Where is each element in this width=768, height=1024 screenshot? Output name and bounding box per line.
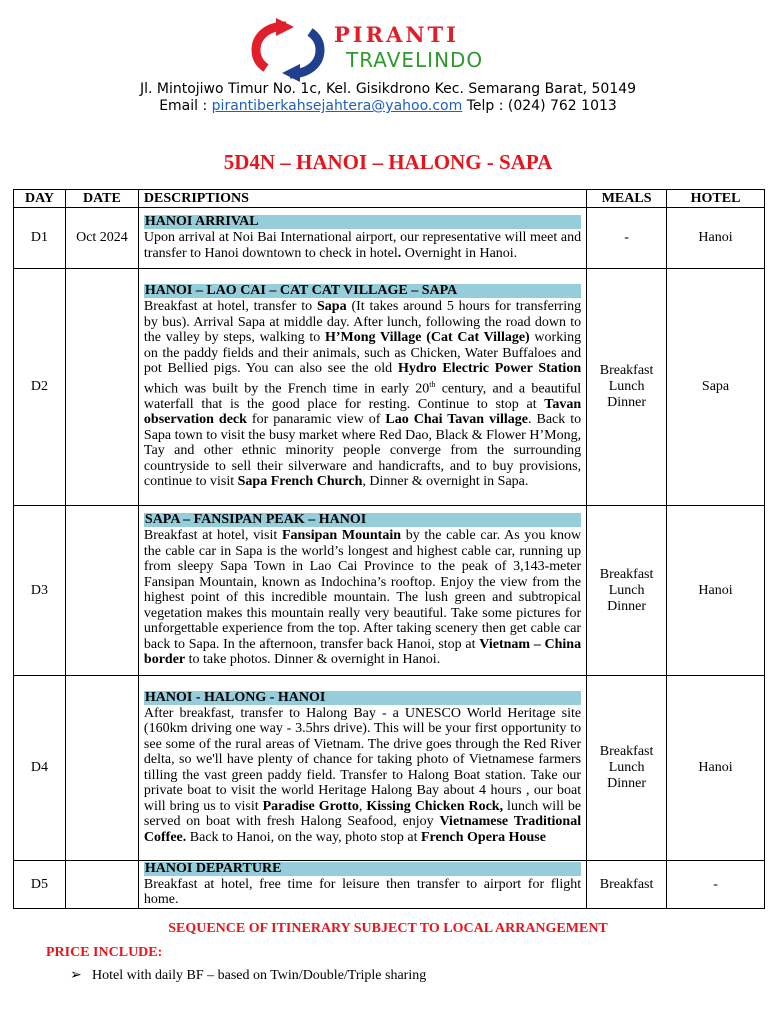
hotel-cell: Sapa bbox=[667, 269, 765, 506]
brand-subtitle: TRAVELINDO bbox=[346, 48, 484, 72]
hotel-cell: Hanoi bbox=[667, 208, 765, 269]
description-cell: SAPA – FANSIPAN PEAK – HANOI Breakfast at hotel, visit Fansipan Mountain by the cable car. As you know the cable car in Sapa is the world’s longest and highest cable car, running up from sleepy Sapa Town in Lao Cai Province to the peak of 3,143-meter Fansipan Mountain, known as Indochina’s rooftop. Enjoy the view from the highest point of this incredible mountain. The lush green and subtropical vegetation makes this mountain really very beautiful. Take some pictures for unforgettable experience from the top. After taking scenery then get cable car back to Sapa. In the afternoon, transfer back Hanoi, stop at Vietnam – China border to take photos. Dinner & overnight in Hanoi. bbox=[138, 506, 586, 676]
email-label: Email : bbox=[159, 98, 212, 114]
meal-dinner: Dinner bbox=[607, 395, 647, 410]
day-heading: SAPA – FANSIPAN PEAK – HANOI bbox=[144, 513, 581, 527]
arrows-logo-icon bbox=[246, 18, 330, 82]
description-cell: HANOI DEPARTURE Breakfast at hotel, free time for leisure then transfer to airport for flight home. bbox=[138, 861, 586, 909]
meal-breakfast: Breakfast bbox=[599, 566, 654, 582]
table-header-row bbox=[14, 190, 765, 208]
header-meals: MEALS bbox=[587, 190, 667, 208]
day-cell: D4 bbox=[14, 676, 66, 861]
table-row bbox=[14, 506, 765, 676]
date-cell bbox=[65, 269, 138, 506]
table-row bbox=[14, 676, 765, 861]
header-date: DATE bbox=[65, 190, 138, 208]
meal-lunch: Lunch bbox=[608, 582, 645, 598]
meals-cell bbox=[587, 506, 667, 676]
hotel-cell: Hanoi bbox=[667, 676, 765, 861]
day-heading: HANOI – LAO CAI – CAT CAT VILLAGE – SAPA bbox=[144, 284, 581, 298]
day-cell: D5 bbox=[14, 861, 66, 909]
meal-dinner: Dinner bbox=[607, 598, 647, 614]
meal-lunch: Lunch bbox=[608, 760, 645, 775]
table-row bbox=[14, 269, 765, 506]
day-cell: D1 bbox=[14, 208, 66, 269]
sequence-note: SEQUENCE OF ITINERARY SUBJECT TO LOCAL ARRANGEMENT bbox=[168, 921, 608, 936]
table-row bbox=[14, 861, 765, 909]
meals-cell bbox=[587, 676, 667, 861]
date-cell bbox=[65, 506, 138, 676]
day-cell: D3 bbox=[14, 506, 66, 676]
itinerary-table bbox=[13, 189, 765, 909]
meals-cell bbox=[587, 269, 667, 506]
company-address: Jl. Mintojiwo Timur No. 1c, Kel. Gisikdrono Kec. Semarang Barat, 50149 bbox=[139, 81, 637, 97]
header-hotel: HOTEL bbox=[667, 190, 765, 208]
list-item bbox=[70, 967, 426, 984]
header-descriptions: DESCRIPTIONS bbox=[138, 190, 586, 208]
date-cell bbox=[65, 676, 138, 861]
company-logo bbox=[246, 18, 536, 82]
meals-cell: Breakfast bbox=[587, 861, 667, 909]
meal-dinner: Dinner bbox=[607, 776, 647, 791]
meal-lunch: Lunch bbox=[608, 379, 645, 394]
arrow-bullet-icon: ➢ bbox=[70, 968, 82, 983]
description-cell: HANOI - HALONG - HANOI After breakfast, transfer to Halong Bay - a UNESCO World Heritage site (160km driving one way - 3.5hrs drive). This will be your first opportunity to see some of the rural areas of Vietnam. The drive goes through the Red River delta, so we'll have plenty of chance for taking photo of Vietnamese farmers tilling the vast green paddy field. Transfer to Halong Boat station. Take our private boat to visit the world Heritage Halong Bay about 4 hours , our boat will bring us to visit Paradise Grotto, Kissing Chicken Rock, lunch will be served on boat with fresh Halong Seafood, enjoy Vietnamese Traditional Coffee. Back to Hanoi, on the way, photo stop at French Opera House bbox=[138, 676, 586, 861]
date-cell bbox=[65, 861, 138, 909]
contact-line bbox=[0, 98, 768, 114]
hotel-cell: - bbox=[667, 861, 765, 909]
meal-breakfast: Breakfast bbox=[599, 363, 654, 378]
day-heading: HANOI ARRIVAL bbox=[144, 215, 581, 229]
day-heading: HANOI - HALONG - HANOI bbox=[144, 691, 581, 705]
phone-text: Telp : (024) 762 1013 bbox=[462, 98, 617, 114]
hotel-cell: Hanoi bbox=[667, 506, 765, 676]
day-heading: HANOI DEPARTURE bbox=[144, 862, 581, 876]
description-cell: HANOI ARRIVAL Upon arrival at Noi Bai International airport, our representative will meet and transfer to Hanoi downtown to check in hotel. Overnight in Hanoi. bbox=[138, 208, 586, 269]
meals-cell: - bbox=[587, 208, 667, 269]
date-cell: Oct 2024 bbox=[65, 208, 138, 269]
header-day: DAY bbox=[14, 190, 66, 208]
brand-name: PIRANTI bbox=[334, 22, 460, 47]
itinerary-title: 5D4N – HANOI – HALONG - SAPA bbox=[223, 150, 553, 174]
day-cell: D2 bbox=[14, 269, 66, 506]
email-link[interactable]: pirantiberkahsejahtera@yahoo.com bbox=[211, 98, 463, 114]
price-include-label: PRICE INCLUDE: bbox=[46, 945, 163, 960]
include-item-text: Hotel with daily BF – based on Twin/Double/Triple sharing bbox=[92, 968, 427, 983]
description-cell: HANOI – LAO CAI – CAT CAT VILLAGE – SAPA Breakfast at hotel, transfer to Sapa (It takes around 5 hours for transferring by bus). Arrival Sapa at middle day. After lunch, following the road down to the valley by steps, walking to H’Mong Village (Cat Cat Village) working on the paddy fields and their animals, such as Chicken, Water Buffaloes and pot Bellied pigs. You can also see the old Hydro Electric Power Station which was built by the French time in early 20th century, and a beautiful waterfall that is the good place for resting. Continue to stop at Tavan observation deck for panaramic view of Lao Chai Tavan village. Back to Sapa town to visit the busy market where Red Dao, Black & Flower H’Mong, Tay and other ethnic minority people converge from the surrounding countryside to sell their silverware and handicrafts, and to buy provisions, continue to visit Sapa French Church, Dinner & overnight in Sapa. bbox=[138, 269, 586, 506]
meal-breakfast: Breakfast bbox=[599, 744, 654, 759]
table-row bbox=[14, 208, 765, 269]
